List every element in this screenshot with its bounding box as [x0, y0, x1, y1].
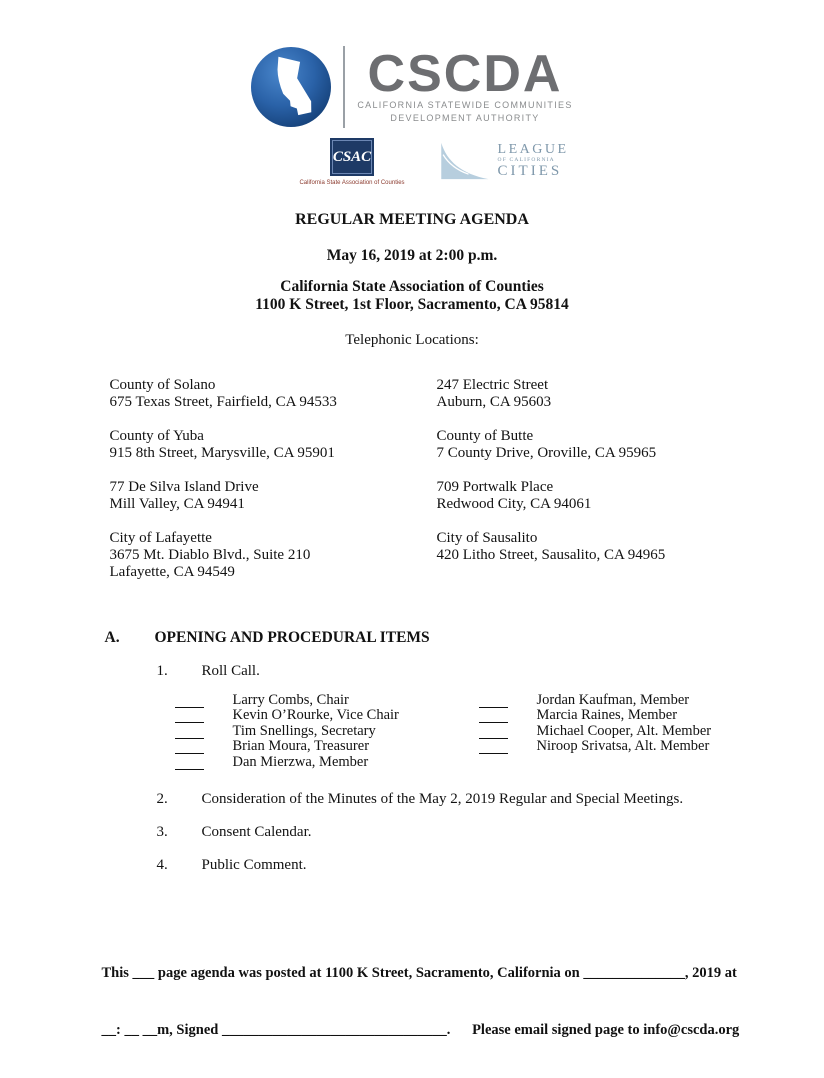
footer-line2: __: __ __m, Signed _______________________________. Please email signed page to info@cscda.org — [102, 1021, 750, 1040]
cscda-logo-text — [357, 50, 572, 124]
location-line: 3675 Mt. Diablo Blvd., Suite 210 — [110, 547, 437, 564]
item-text: Roll Call. — [202, 662, 808, 680]
cscda-logo — [17, 0, 808, 128]
league-swoosh-icon — [437, 141, 491, 181]
venue-line1: California State Association of Counties — [17, 278, 808, 296]
csac-caption: California State Association of Counties — [299, 180, 404, 186]
agenda-item-4 — [17, 856, 808, 874]
telephonic-locations — [17, 377, 808, 598]
telephonic-label: Telephonic Locations: — [17, 331, 808, 349]
location-line: City of Lafayette — [110, 530, 437, 547]
location-group — [437, 479, 768, 513]
rollcall-name: Brian Moura, Treasurer — [233, 739, 370, 754]
item-text: Public Comment. — [202, 856, 808, 874]
rollcall-name: Jordan Kaufman, Member — [537, 693, 690, 708]
cscda-acronym: CSCDA — [357, 50, 572, 98]
item-text: Consent Calendar. — [202, 823, 808, 841]
footer-line1: This ___ page agenda was posted at 1100 K Street, Sacramento, California on ______________, 2019 at — [102, 964, 750, 983]
location-line: Mill Valley, CA 94941 — [110, 496, 437, 513]
california-globe-icon — [251, 47, 331, 127]
rollcall-blank — [479, 726, 508, 739]
rollcall-blank — [479, 695, 508, 708]
league-logo-text — [498, 143, 569, 179]
location-line: County of Solano — [110, 377, 437, 394]
location-line: 7 County Drive, Oroville, CA 95965 — [437, 445, 768, 462]
location-line: 709 Portwalk Place — [437, 479, 768, 496]
location-line: 77 De Silva Island Drive — [110, 479, 437, 496]
item-number: 1. — [157, 662, 202, 680]
locations-left-column — [110, 377, 437, 598]
item-number: 4. — [157, 856, 202, 874]
section-heading — [17, 629, 808, 647]
agenda-item-3 — [17, 823, 808, 841]
rollcall-row — [17, 723, 808, 739]
rollcall-row — [17, 692, 808, 708]
location-line: Redwood City, CA 94061 — [437, 496, 768, 513]
location-line: County of Yuba — [110, 428, 437, 445]
rollcall-name: Tim Snellings, Secretary — [233, 724, 376, 739]
locations-right-column — [437, 377, 768, 598]
cscda-subtitle-line1: CALIFORNIA STATEWIDE COMMUNITIES — [357, 99, 572, 111]
csac-logo-box — [330, 138, 374, 176]
rollcall-name: Larry Combs, Chair — [233, 693, 349, 708]
agenda-item-1 — [17, 662, 808, 680]
roll-call-list — [17, 692, 808, 770]
league-text-line3: CITIES — [498, 164, 569, 179]
agenda-item-2 — [17, 790, 808, 808]
item-text: Consideration of the Minutes of the May 2, 2019 Regular and Special Meetings. — [202, 790, 808, 808]
rollcall-blank — [175, 726, 204, 739]
location-group — [110, 428, 437, 462]
location-group — [437, 530, 768, 564]
rollcall-name: Marcia Raines, Member — [537, 708, 678, 723]
csac-logo — [299, 138, 404, 186]
section-letter: A. — [105, 629, 155, 647]
location-line: 915 8th Street, Marysville, CA 95901 — [110, 445, 437, 462]
location-line: 247 Electric Street — [437, 377, 768, 394]
location-line: County of Butte — [437, 428, 768, 445]
rollcall-row — [17, 708, 808, 724]
league-text-line1: LEAGUE — [498, 143, 569, 157]
section-title: OPENING AND PROCEDURAL ITEMS — [155, 629, 430, 647]
california-state-icon — [262, 54, 320, 120]
rollcall-row — [17, 754, 808, 770]
location-line: 420 Litho Street, Sausalito, CA 94965 — [437, 547, 768, 564]
rollcall-name: Niroop Srivatsa, Alt. Member — [537, 739, 710, 754]
location-line: Lafayette, CA 94549 — [110, 564, 437, 581]
rollcall-blank — [175, 741, 204, 754]
location-group — [437, 377, 768, 411]
rollcall-name: Kevin O’Rourke, Vice Chair — [233, 708, 399, 723]
location-group — [437, 428, 768, 462]
location-group — [110, 530, 437, 581]
rollcall-blank — [175, 695, 204, 708]
rollcall-blank — [479, 741, 508, 754]
location-line: 675 Texas Street, Fairfield, CA 94533 — [110, 394, 437, 411]
partner-logos — [39, 138, 824, 186]
document-page — [17, 0, 808, 1024]
league-text-line2: OF CALIFORNIA — [498, 157, 569, 164]
venue-line2: 1100 K Street, 1st Floor, Sacramento, CA 95814 — [17, 296, 808, 314]
cscda-subtitle-line2: DEVELOPMENT AUTHORITY — [357, 112, 572, 124]
csac-acronym: CSAC — [333, 149, 371, 166]
rollcall-name: Dan Mierzwa, Member — [233, 755, 369, 770]
location-group — [110, 377, 437, 411]
posting-notice-footer — [102, 926, 750, 1078]
location-group — [110, 479, 437, 513]
location-line: City of Sausalito — [437, 530, 768, 547]
page-title: REGULAR MEETING AGENDA — [17, 211, 808, 229]
item-number: 2. — [157, 790, 202, 808]
location-line: Auburn, CA 95603 — [437, 394, 768, 411]
rollcall-row — [17, 739, 808, 755]
title-block — [17, 211, 808, 349]
rollcall-blank — [479, 710, 508, 723]
league-of-california-cities-logo — [437, 141, 569, 181]
rollcall-blank — [175, 710, 204, 723]
logo-divider — [343, 46, 345, 128]
rollcall-blank — [175, 757, 204, 770]
item-number: 3. — [157, 823, 202, 841]
meeting-datetime: May 16, 2019 at 2:00 p.m. — [17, 247, 808, 265]
rollcall-name: Michael Cooper, Alt. Member — [537, 724, 712, 739]
